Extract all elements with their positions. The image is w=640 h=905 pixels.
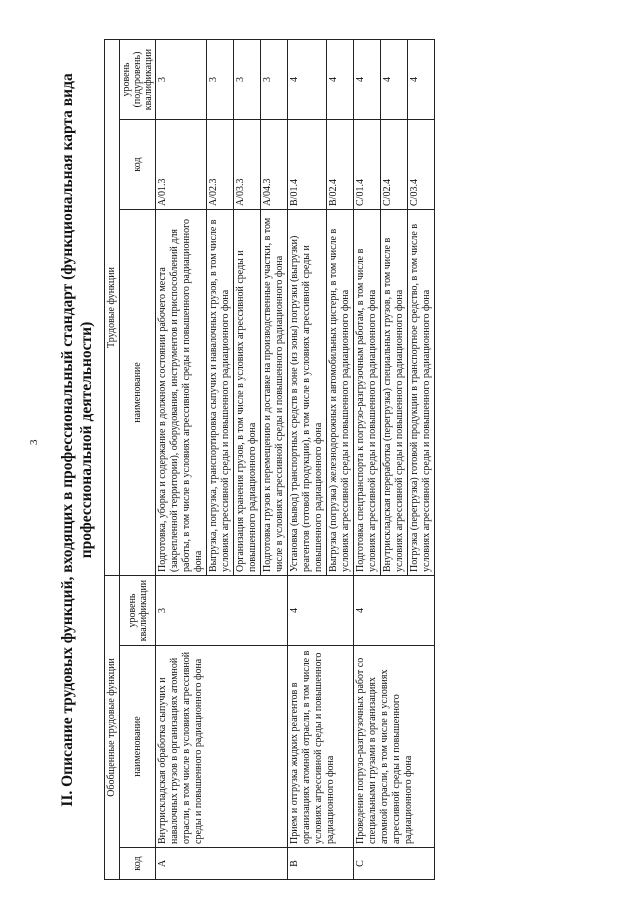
function-name: Выгрузка (погрузка) железнодорожных и автомобильных цистерн, в том числе в условиях агрессивной среды и повышенного радиационного фона xyxy=(327,210,354,576)
section-title-line-2: профессиональной деятельности) xyxy=(78,321,95,559)
table-row xyxy=(354,40,381,880)
function-name: Подготовка спецтранспорта к погрузо-разгрузочным работам, в том числе в условиях агрессивной среды и повышенного радиационного фона xyxy=(354,210,381,576)
function-level: 3 xyxy=(234,40,261,120)
group-name: Внутрискладская обработка сыпучих и навалочных грузов в организациях атомной отрасли, в том числе в условиях агрессивной среды и повышенного радиационного фона xyxy=(156,646,288,848)
function-code: B/01.4 xyxy=(288,120,327,210)
function-name: Подготовка грузов к перемещению и доставке на производственные участки, в том числе в условиях агрессивной среды и повышенного радиационного фона xyxy=(261,210,288,576)
header-function-level: уровень (подуровень) квалификации xyxy=(120,40,156,120)
function-code: C/02.4 xyxy=(381,120,408,210)
header-name: наименование xyxy=(120,646,156,848)
function-code: C/03.4 xyxy=(408,120,435,210)
group-level: 3 xyxy=(156,576,288,646)
header-function-name: наименование xyxy=(120,210,156,576)
group-code: C xyxy=(354,848,435,880)
group-name: Проведение погрузо-разгрузочных работ со специальными грузами в организациях атомной отрасли, в том числе в условиях агрессивной среды и повышенного радиационного фона xyxy=(354,646,435,848)
function-code: B/02.4 xyxy=(327,120,354,210)
function-code: C/01.4 xyxy=(354,120,381,210)
table-body xyxy=(156,40,435,880)
function-level: 4 xyxy=(354,40,381,120)
section-title-line-1: II. Описание трудовых функций, входящих в профессиональный стандарт (функциональная карта вида xyxy=(59,73,76,807)
function-level: 3 xyxy=(156,40,207,120)
functional-map-table-container xyxy=(104,40,435,880)
function-code: A/04.3 xyxy=(261,120,288,210)
function-name: Установка (вывод) транспортных средств в зоне (из зоны) погрузки (выгрузки) реагентов (готовой продукции), в том числе в условиях агрессивной среды и повышенного радиационного фона xyxy=(288,210,327,576)
header-labor-functions: Трудовые функции xyxy=(105,40,120,576)
header-function-code: код xyxy=(120,120,156,210)
function-level: 4 xyxy=(408,40,435,120)
function-name: Организация хранения грузов, в том числе в условиях агрессивной среды и повышенного радиационного фона xyxy=(234,210,261,576)
function-level: 4 xyxy=(327,40,354,120)
header-level: уровень квалификации xyxy=(120,576,156,646)
function-code: A/02.3 xyxy=(207,120,234,210)
header-code: код xyxy=(120,848,156,880)
function-level: 4 xyxy=(381,40,408,120)
function-name: Погрузка (перегрузка) готовой продукции в транспортное средство, в том числе в условиях агрессивной среды и повышенного радиационного фона xyxy=(408,210,435,576)
function-code: A/03.3 xyxy=(234,120,261,210)
table-row xyxy=(156,40,207,880)
group-level: 4 xyxy=(354,576,435,646)
section-title xyxy=(58,20,96,860)
page-number: 3 xyxy=(28,439,40,445)
function-name: Подготовка, уборка и содержание в должном состоянии рабочего места (закрепленной территории), оборудования, инструментов и приспособлений для работы, в том числе в условиях агрессивной среды и повышенного радиационного фона xyxy=(156,210,207,576)
function-level: 3 xyxy=(261,40,288,120)
group-code: A xyxy=(156,848,288,880)
group-level: 4 xyxy=(288,576,354,646)
functional-map-table xyxy=(104,39,435,880)
function-name: Выгрузка, погрузка, транспортировка сыпучих и навалочных грузов, в том числе в условиях агрессивной среды и повышенного радиационного фона xyxy=(207,210,234,576)
table-row xyxy=(288,40,327,880)
function-level: 4 xyxy=(288,40,327,120)
function-name: Внутрискладская переработка (перегрузка) специальных грузов, в том числе в условиях агрессивной среды и повышенного радиационного фона xyxy=(381,210,408,576)
group-code: B xyxy=(288,848,354,880)
function-code: A/01.3 xyxy=(156,120,207,210)
group-name: Прием и отгрузка жидких реагентов в организациях атомной отрасли, в том числе в условиях агрессивной среды и повышенного радиационного фона xyxy=(288,646,354,848)
header-generalized-functions: Обобщенные трудовые функции xyxy=(105,576,120,880)
function-level: 3 xyxy=(207,40,234,120)
